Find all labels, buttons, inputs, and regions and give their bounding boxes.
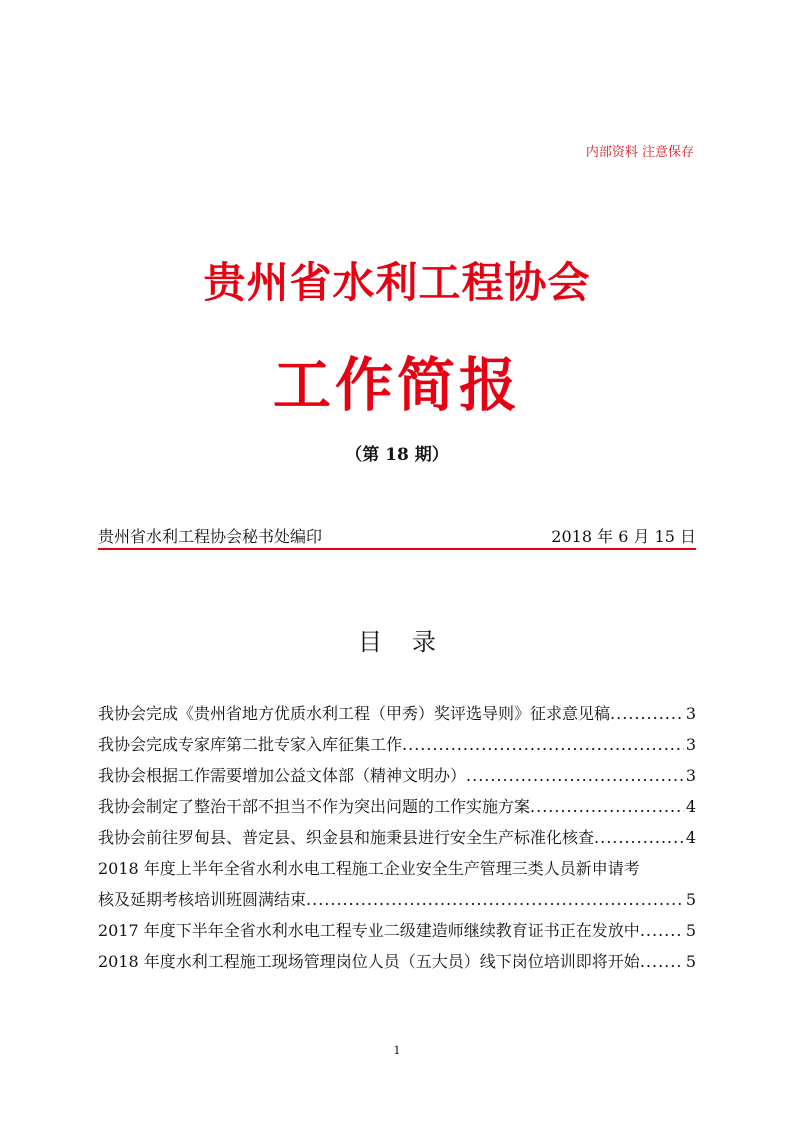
publication-line [98, 524, 696, 550]
toc-entry-title: 2018 年度水利工程施工现场管理岗位人员（五大员）线下岗位培训即将开始 [98, 952, 640, 971]
toc-entry-title-line1: 2018 年度上半年全省水利水电工程施工企业安全生产管理三类人员新申请考 [98, 859, 640, 878]
toc-entry-page: 4 [685, 797, 696, 816]
toc-entry[interactable] [98, 915, 696, 946]
toc-entry[interactable] [98, 853, 696, 915]
toc-leader-dots [530, 791, 684, 822]
toc-entry-page: 3 [685, 704, 696, 723]
issue-number: （第 18 期） [345, 445, 449, 465]
publication-date: 2018 年 6 月 15 日 [551, 527, 696, 546]
confidential-notice: 内部资料 注意保存 [585, 145, 694, 160]
organization-title: 贵州省水利工程协会 [203, 258, 591, 307]
toc-entry-page: 3 [685, 735, 696, 754]
toc-leader-dots [466, 760, 684, 791]
bulletin-title: 工作简报 [272, 351, 521, 419]
table-of-contents [98, 698, 696, 977]
toc-leader-dots [610, 698, 684, 729]
toc-entry-title: 我协会完成专家库第二批专家入库征集工作 [98, 735, 403, 754]
toc-leader-dots [640, 915, 684, 946]
toc-entry-title: 我协会制定了整治干部不担当不作为突出问题的工作实施方案 [98, 797, 531, 816]
toc-entry[interactable] [98, 791, 696, 822]
toc-entry-page: 5 [685, 952, 696, 971]
toc-entry-page: 5 [685, 890, 696, 909]
toc-leader-dots [640, 946, 684, 977]
toc-entry-page: 3 [685, 766, 696, 785]
publisher: 贵州省水利工程协会秘书处编印 [98, 527, 323, 546]
toc-entry[interactable] [98, 822, 696, 853]
toc-leader-dots [306, 884, 684, 915]
toc-leader-dots [594, 822, 684, 853]
toc-entry[interactable] [98, 729, 696, 760]
toc-entry[interactable] [98, 698, 696, 729]
toc-entry-title: 2017 年度下半年全省水利水电工程专业二级建造师继续教育证书正在发放中 [98, 921, 640, 940]
page-number: 1 [393, 1044, 401, 1057]
toc-title: 目录 [358, 628, 466, 656]
toc-entry[interactable] [98, 760, 696, 791]
toc-entry-title: 我协会根据工作需要增加公益文体部（精神文明办） [98, 766, 467, 785]
toc-entry-title: 我协会前往罗甸县、普定县、织金县和施秉县进行安全生产标准化核查 [98, 828, 595, 847]
toc-entry-page: 5 [685, 921, 696, 940]
toc-leader-dots [402, 729, 684, 760]
toc-entry-title: 我协会完成《贵州省地方优质水利工程（甲秀）奖评选导则》征求意见稿 [98, 704, 611, 723]
toc-entry-title: 核及延期考核培训班圆满结束 [98, 890, 307, 909]
toc-entry-page: 4 [685, 828, 696, 847]
toc-entry[interactable] [98, 946, 696, 977]
